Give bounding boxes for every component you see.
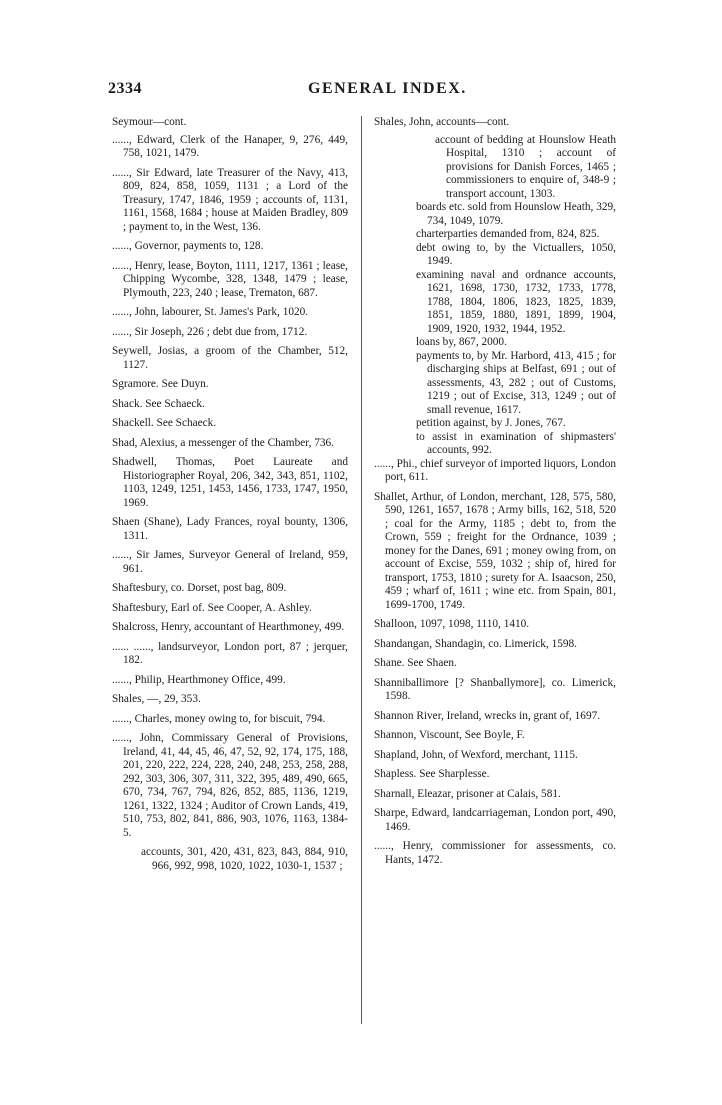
index-entry: ......, Governor, payments to, 128. <box>112 240 264 252</box>
index-entry: Shaftesbury, Earl of. See Cooper, A. Ashley. <box>112 601 312 614</box>
index-entry: Shapland, John, of Wexford, merchant, 1115. <box>374 748 578 761</box>
index-entry: charterparties demanded from, 824, 825. <box>416 228 600 240</box>
index-entry: accounts, 301, 420, 431, 823, 843, 884, 910, 966, 992, 998, 1020, 1022, 1030-1, 1537 ; <box>141 846 348 872</box>
index-entry: Shaftesbury, co. Dorset, post bag, 809. <box>112 582 287 594</box>
index-entry: Sharpe, Edward, landcarriageman, London port, 490, 1469. <box>374 807 616 833</box>
index-entry: Shallet, Arthur, of London, merchant, 128, 575, 580, 590, 1261, 1657, 1678 ; Army bills, 162, 518, 520 ; coal for the Army, 1185 ; debt to, from the Crown, 559 ; freight for the Ordnance, 1039 ; money for the Danes, 691 ; money owing from, on account of Excise, 559, 1032 ; ship of, hired for transport, 1753, 1810 ; surety for A. Isaacson, 250, 459 ; wharf of, 1611 ; wine etc. from Spain, 801, 1699-1700, 1749. <box>374 490 616 611</box>
index-entry: payments to, by Mr. Harbord, 413, 415 ; for discharging ships at Belfast, 691 ; out of assessments, 43, 282 ; out of Customs, 1219 ; out of Excise, 313, 1249 ; out of small revenue, 1617. <box>416 349 616 416</box>
page-title: GENERAL INDEX. <box>308 80 467 97</box>
index-entry: Shackell. See Schaeck. <box>112 417 217 429</box>
index-entry: debt owing to, by the Victuallers, 1050, 1949. <box>416 241 616 267</box>
index-entry: Shalcross, Henry, accountant of Hearthmoney, 499. <box>112 621 345 633</box>
index-entry: boards etc. sold from Hounslow Heath, 329, 734, 1049, 1079. <box>416 201 616 227</box>
index-entry: Shannon River, Ireland, wrecks in, grant of, 1697. <box>374 709 601 722</box>
index-entry: ...... ......, landsurveyor, London port, 87 ; jerquer, 182. <box>112 640 348 666</box>
index-entry: ......, Henry, commissioner for assessments, co. Hants, 1472. <box>374 840 616 866</box>
index-entry: Sgramore. See Duyn. <box>112 378 209 390</box>
index-entry: Seywell, Josias, a groom of the Chamber, 512, 1127. <box>112 345 348 371</box>
index-entry: ......, Sir Joseph, 226 ; debt due from, 1712. <box>112 325 308 338</box>
index-column-right <box>374 116 616 873</box>
index-entry: Shandangan, Shandagin, co. Limerick, 1598. <box>374 637 577 650</box>
index-entry: Shales, —, 29, 353. <box>112 693 201 705</box>
index-entry: Shack. See Schaeck. <box>112 397 205 410</box>
index-entry: ......, Phi., chief surveyor of imported liquors, London port, 611. <box>374 457 616 483</box>
index-entry: Shaen (Shane), Lady Frances, royal bounty, 1306, 1311. <box>112 516 348 542</box>
index-column-left <box>112 116 348 873</box>
index-entry: ......, John, Commissary General of Provisions, Ireland, 41, 44, 45, 46, 47, 52, 92, 174, 175, 188, 201, 220, 222, 224, 228, 240, 248, 253, 258, 288, 292, 303, 306, 307, 311, 322, 395, 489, 490, 665, 670, 734, 767, 794, 826, 852, 885, 1136, 1219, 1261, 1322, 1324 ; Auditor of Crown Lands, 419, 510, 753, 802, 841, 886, 903, 1076, 1163, 1384-5. <box>112 732 348 839</box>
index-entry: ......, Sir Edward, late Treasurer of the Navy, 413, 809, 824, 858, 1059, 1131 ; a Lord of the Treasury, 1747, 1846, 1959 ; accounts of, 1131, 1161, 1568, 1684 ; house at Maiden Bradley, 809 ; payment to, in the West, 136. <box>112 166 348 233</box>
index-entry: petition against, by J. Jones, 767. <box>416 417 566 429</box>
index-entry: Shadwell, Thomas, Poet Laureate and Historiographer Royal, 206, 342, 343, 851, 1102, 1103, 1249, 1251, 1453, 1456, 1733, 1747, 1950, 1969. <box>112 456 348 509</box>
page-number: 2334 <box>108 80 142 97</box>
index-entry: Shane. See Shaen. <box>374 657 457 669</box>
index-entry: loans by, 867, 2000. <box>416 336 507 348</box>
index-entry: ......, Sir James, Surveyor General of Ireland, 959, 961. <box>112 549 348 575</box>
index-entry: Sharnall, Eleazar, prisoner at Calais, 581. <box>374 787 561 800</box>
index-entry: ......, Edward, Clerk of the Hanaper, 9, 276, 449, 758, 1021, 1479. <box>112 133 348 159</box>
index-entry: Shales, John, accounts—cont. <box>374 116 510 128</box>
index-entry: ......, Henry, lease, Boyton, 1111, 1217, 1361 ; lease, Chipping Wycombe, 328, 1348, 1479 ; lease, Plymouth, 223, 240 ; lease, Trematon, 687. <box>112 259 348 299</box>
index-entry: ......, Philip, Hearthmoney Office, 499. <box>112 673 286 686</box>
index-entry: examining naval and ordnance accounts, 1621, 1698, 1730, 1732, 1733, 1778, 1788, 1804, 1806, 1823, 1825, 1839, 1851, 1859, 1880, 1891, 1899, 1904, 1909, 1920, 1932, 1944, 1952. <box>416 268 616 335</box>
index-entry: Shannon, Viscount, See Boyle, F. <box>374 729 525 741</box>
index-entry: Shad, Alexius, a messenger of the Chamber, 736. <box>112 436 334 449</box>
index-entry: account of bedding at Hounslow Heath Hospital, 1310 ; account of provisions for Danish Forces, 1465 ; commissioners to enquire of, 348-9 ; transport account, 1303. <box>435 133 616 200</box>
page-header <box>108 80 640 104</box>
index-entry: to assist in examination of shipmasters' accounts, 992. <box>416 430 616 456</box>
index-entry: ......, John, labourer, St. James's Park, 1020. <box>112 306 309 318</box>
index-entry: Shalloon, 1097, 1098, 1110, 1410. <box>374 618 530 630</box>
index-entry: Seymour—cont. <box>112 116 187 128</box>
column-divider <box>361 116 362 1024</box>
index-entry: Shapless. See Sharplesse. <box>374 768 490 780</box>
index-entry: Shanniballimore [? Shanballymore], co. Limerick, 1598. <box>374 676 616 702</box>
index-entry: ......, Charles, money owing to, for biscuit, 794. <box>112 712 326 725</box>
